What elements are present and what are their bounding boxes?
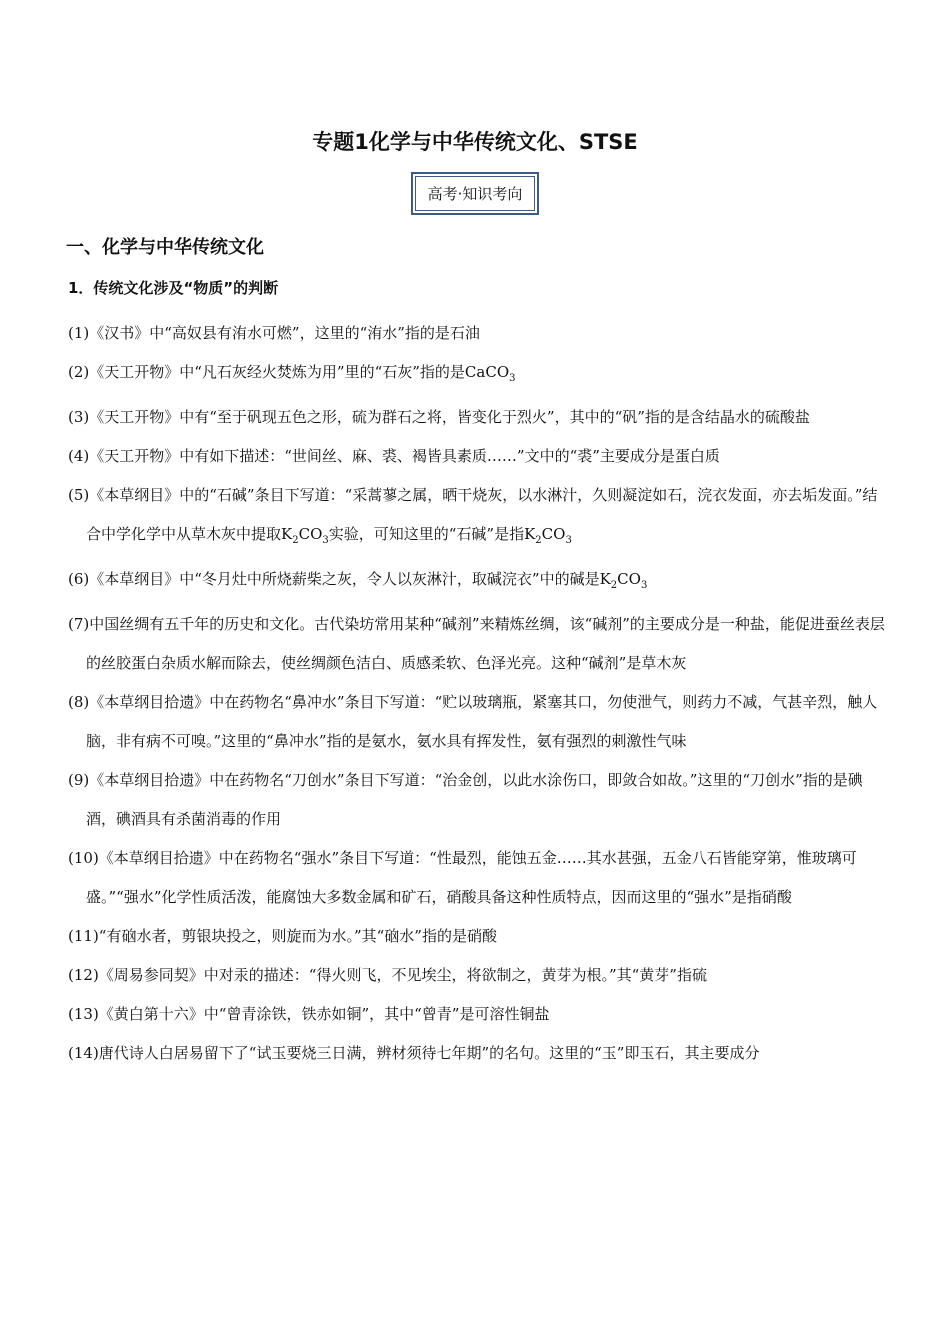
item-text: 《周易参同契》中对汞的描述：“得火则飞，不见埃尘，将欲制之，黄芽为根。”其“黄芽”指硫 [98,966,707,984]
list-item [68,353,886,398]
item-number: (8) [68,693,90,711]
item-number: (13) [68,1005,99,1023]
item-number: (9) [68,771,90,789]
badge-label: 高考·知识考向 [415,176,536,211]
item-text: 《汉书》中“高奴县有洧水可燃”，这里的“洧水”指的是石油 [89,324,480,342]
list-item [68,839,886,917]
list-item [68,314,886,353]
item-text: 《本草纲目拾遗》中在药物名“强水”条目下写道：“性最烈，能蚀五金……其水甚强，五金八石皆能穿第，惟玻璃可盛。”“强水”化学性质活泼，能腐蚀大多数金属和矿石，硝酸具备这种性质特点，因而这里的“强水”是指硝酸 [86,849,857,906]
list-item [68,761,886,839]
list-item [68,398,886,437]
item-number: (5) [68,486,90,504]
list-item [68,956,886,995]
list-item [68,560,886,605]
item-text: 《本草纲目》中“冬月灶中所烧薪柴之灰，令人以灰淋汁，取碱浣衣”中的碱是$K_2CO_3$ [89,570,648,591]
item-list [68,314,886,1073]
list-item [68,437,886,476]
list-item [68,917,886,956]
item-text: 《本草纲目拾遗》中在药物名“刀创水”条目下写道：“治金创，以此水涂伤口，即敛合如故。”这里的“刀创水”指的是碘酒，碘酒具有杀菌消毒的作用 [86,771,863,828]
item-number: (4) [68,447,90,465]
item-text: 唐代诗人白居易留下了“试玉要烧三日满，辨材须待七年期”的名句。这里的“玉”即玉石，其主要成分 [98,1044,760,1062]
item-text: 《黄白第十六》中“曾青涂铁，铁赤如铜”，其中“曾青”是可溶性铜盐 [98,1005,550,1023]
item-text: 《本草纲目》中的“石碱”条目下写道：“采蒿蓼之属，晒干烧灰，以水淋汁，久则凝淀如石，浣衣发面，亦去垢发面。”结合中学化学中从草木灰中提取$K_2CO_3$实验，可知这里的“石碱”是指$K_2CO_3$ [86,486,878,546]
item-number: (1) [68,324,90,342]
list-item [68,1034,886,1073]
item-number: (11) [68,927,99,945]
list-item [68,995,886,1034]
list-item [68,605,886,683]
list-item [68,683,886,761]
item-number: (12) [68,966,99,984]
item-number: (2) [68,363,90,381]
subsection-heading: 1．传统文化涉及“物质”的判断 [68,279,279,297]
item-number: (10) [68,849,99,867]
item-text: 《本草纲目拾遗》中在药物名“鼻冲水”条目下写道：“贮以玻璃瓶，紧塞其口，勿使泄气，则药力不减，气甚辛烈，触人脑，非有病不可嗅。”这里的“鼻冲水”指的是氨水，氨水具有挥发性，氨有强烈的刺激性气味 [86,693,878,750]
item-number: (6) [68,570,90,588]
item-text: “有硇水者，剪银块投之，则旋而为水。”其“硇水”指的是硝酸 [98,927,497,945]
item-number: (3) [68,408,90,426]
item-text: 《天工开物》中有如下描述：“世间丝、麻、裘、褐皆具素质……”文中的“裘”主要成分是蛋白质 [89,447,720,465]
page-title: 专题1化学与中华传统文化、STSE [312,130,638,154]
badge-container [0,172,950,215]
section-badge [411,172,540,215]
list-item [68,476,886,560]
item-number: (14) [68,1044,99,1062]
item-text: 《天工开物》中“凡石灰经火焚炼为用”里的“石灰”指的是CaCO$_3$ [89,363,516,384]
item-number: (7) [68,615,90,633]
item-text: 中国丝绸有五千年的历史和文化。古代染坊常用某种“碱剂”来精炼丝绸，该“碱剂”的主要成分是一种盐，能促进蚕丝表层的丝胶蛋白杂质水解而除去，使丝绸颜色洁白、质感柔软、色泽光亮。这种“碱剂”是草木灰 [86,615,885,672]
section-heading: 一、化学与中华传统文化 [66,237,264,258]
item-text: 《天工开物》中有“至于矾现五色之形，硫为群石之将，皆变化于烈火”，其中的“矾”指的是含结晶水的硫酸盐 [89,408,810,426]
